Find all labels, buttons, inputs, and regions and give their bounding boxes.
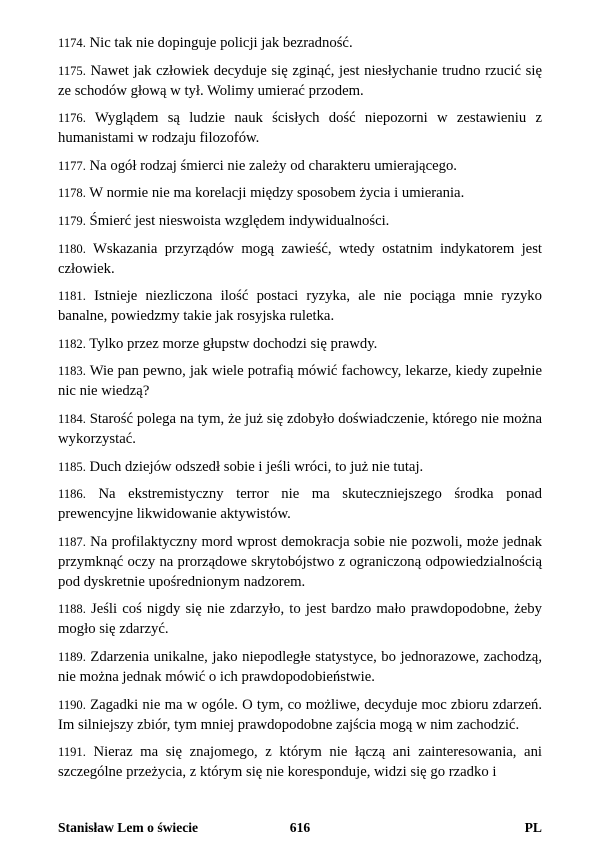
entry-text: Zdarzenia unikalne, jako niepodległe statystyce, bo jednorazowe, zachodzą, nie można jednak mówić o ich prawdopodobieństwie. (58, 648, 542, 685)
footer-language: PL (524, 820, 542, 835)
entry-text: W normie nie ma korelacji między sposobem życia i umierania. (89, 185, 465, 202)
entry-number: 1191. (58, 745, 86, 760)
page-footer (58, 818, 542, 838)
entry-text: Wie pan pewno, jak wiele potrafią mówić fachowcy, lekarze, kiedy zupełnie nic nie wiedzą? (58, 363, 542, 400)
aphorism-entry (58, 108, 542, 148)
aphorism-entry (58, 61, 542, 101)
aphorism-entry (58, 647, 542, 687)
aphorism-entry (58, 742, 542, 782)
entry-number: 1180. (58, 241, 86, 256)
aphorism-entry (58, 211, 542, 231)
entry-number: 1177. (58, 158, 86, 173)
aphorism-entry (58, 484, 542, 524)
aphorism-entry (58, 409, 542, 449)
entry-text: Na profilaktyczny mord wprost demokracja sobie nie pozwoli, może jednak przymknąć oczy na prorządowe skrytobójstwo z ograniczoną odpowiedzialnością pod dyskretnie upośrednionym nadzorem. (58, 533, 542, 590)
entry-text: Wyglądem są ludzie nauk ścisłych dość niepozorni w zestawieniu z humanistami w rodzaju filozofów. (58, 110, 542, 147)
entry-number: 1187. (58, 534, 86, 549)
entry-number: 1181. (58, 289, 86, 304)
page-number: 616 (289, 820, 311, 835)
aphorism-entry (58, 457, 542, 477)
entry-number: 1175. (58, 63, 86, 78)
entry-text: Nawet jak człowiek decyduje się zginąć, jest niesłychanie trudno rzucić się ze schodów głową w tył. Wolimy umierać przodem. (58, 62, 542, 99)
entry-number: 1190. (58, 697, 86, 712)
entry-number: 1184. (58, 411, 86, 426)
entry-number: 1183. (58, 364, 86, 379)
entry-text: Jeśli coś nigdy się nie zdarzyło, to jest bardzo mało prawdopodobne, żeby mogło się zdarzyć. (58, 601, 542, 638)
entry-text: Duch dziejów odszedł sobie i jeśli wróci, to już nie tutaj. (89, 458, 424, 475)
aphorism-entry (58, 239, 542, 279)
entry-number: 1178. (58, 186, 86, 201)
aphorism-entry (58, 286, 542, 326)
entry-text: Istnieje niezliczona ilość postaci ryzyka, ale nie pociąga mnie ryzyko banalne, powiedzmy takie jak rosyjska ruletka. (58, 288, 542, 325)
entry-text: Wskazania przyrządów mogą zawieść, wtedy ostatnim indykatorem jest człowiek. (58, 240, 542, 277)
entry-text: Nic tak nie dopinguje policji jak bezradność. (89, 35, 353, 51)
aphorism-entry (58, 695, 542, 735)
entry-number: 1179. (58, 213, 86, 228)
entry-number: 1188. (58, 602, 86, 617)
entry-text: Tylko przez morze głupstw dochodzi się prawdy. (89, 335, 378, 352)
entry-number: 1186. (58, 487, 86, 502)
footer-book-title: Stanisław Lem o świecie (58, 820, 199, 835)
aphorism-entry (58, 334, 542, 354)
aphorism-entry (58, 33, 542, 53)
aphorism-entry (58, 183, 542, 203)
entry-text: Nieraz ma się znajomego, z którym nie łączą ani zainteresowania, ani szczególne przeżycia, z którym się nie koresponduje, widzi się go rzadko i (58, 744, 543, 781)
aphorism-entry (58, 532, 542, 592)
document-body (58, 33, 542, 790)
entry-number: 1174. (58, 36, 86, 50)
entry-text: Starość polega na tym, że już się zdobyło doświadczenie, którego nie można wykorzystać. (58, 410, 542, 447)
entry-number: 1189. (58, 649, 86, 664)
entry-number: 1185. (58, 459, 86, 474)
entry-number: 1176. (58, 111, 86, 126)
entry-text: Na ekstremistyczny terror nie ma skuteczniejszego środka ponad prewencyjne likwidowanie aktywistów. (58, 486, 542, 523)
aphorism-entry (58, 361, 542, 401)
entry-number: 1182. (58, 336, 86, 351)
entry-text: Śmierć jest nieswoista względem indywidualności. (89, 212, 390, 229)
entry-text: Na ogół rodzaj śmierci nie zależy od charakteru umierającego. (89, 157, 457, 174)
aphorism-entry (58, 156, 542, 176)
entry-text: Zagadki nie ma w ogóle. O tym, co możliwe, decyduje moc zbioru zdarzeń. Im silniejszy zbiór, tym mniej prawdopodobne zajścia mogą w nim zachodzić. (58, 696, 542, 733)
aphorism-entry (58, 599, 542, 639)
